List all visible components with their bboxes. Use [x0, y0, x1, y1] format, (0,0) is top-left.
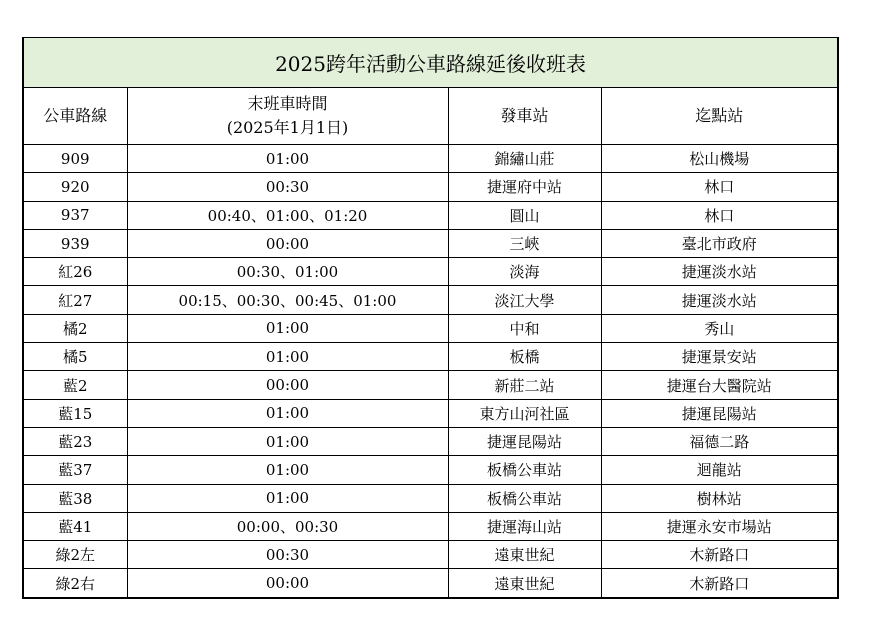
route-cell: 橘5	[23, 343, 127, 371]
last-bus-time-cell: 01:00	[127, 314, 448, 342]
last-bus-time-cell: 01:00	[127, 145, 448, 173]
end-station-cell: 林口	[601, 173, 838, 201]
table-row	[23, 484, 838, 512]
header-row	[23, 88, 838, 145]
route-cell: 藍37	[23, 456, 127, 484]
table-row	[23, 512, 838, 540]
table-row	[23, 427, 838, 455]
start-station-cell: 捷運海山站	[448, 512, 601, 540]
route-cell: 藍15	[23, 399, 127, 427]
header-route: 公車路線	[23, 88, 127, 145]
end-station-cell: 樹林站	[601, 484, 838, 512]
end-station-cell: 捷運昆陽站	[601, 399, 838, 427]
bus-schedule-table	[22, 37, 839, 599]
start-station-cell: 捷運府中站	[448, 173, 601, 201]
last-bus-time-cell: 01:00	[127, 343, 448, 371]
table-row	[23, 173, 838, 201]
table-row	[23, 201, 838, 229]
end-station-cell: 松山機場	[601, 145, 838, 173]
header-last-bus-line2: (2025年1月1日)	[226, 118, 349, 137]
route-cell: 909	[23, 145, 127, 173]
last-bus-time-cell: 01:00	[127, 484, 448, 512]
schedule-body	[23, 145, 838, 598]
end-station-cell: 林口	[601, 201, 838, 229]
end-station-cell: 迴龍站	[601, 456, 838, 484]
route-cell: 橘2	[23, 314, 127, 342]
start-station-cell: 中和	[448, 314, 601, 342]
start-station-cell: 遠東世紀	[448, 541, 601, 569]
route-cell: 920	[23, 173, 127, 201]
table-row	[23, 229, 838, 257]
start-station-cell: 淡海	[448, 258, 601, 286]
route-cell: 藍23	[23, 427, 127, 455]
route-cell: 937	[23, 201, 127, 229]
last-bus-time-cell: 00:15、00:30、00:45、01:00	[127, 286, 448, 314]
end-station-cell: 秀山	[601, 314, 838, 342]
last-bus-time-cell: 00:40、01:00、01:20	[127, 201, 448, 229]
last-bus-time-cell: 00:30	[127, 173, 448, 201]
route-cell: 紅26	[23, 258, 127, 286]
table-row	[23, 286, 838, 314]
route-cell: 藍38	[23, 484, 127, 512]
start-station-cell: 錦繡山莊	[448, 145, 601, 173]
route-cell: 939	[23, 229, 127, 257]
table-row	[23, 541, 838, 569]
start-station-cell: 捷運昆陽站	[448, 427, 601, 455]
header-end-station: 迄點站	[601, 88, 838, 145]
table-row	[23, 314, 838, 342]
header-last-bus-time	[127, 88, 448, 145]
table-title: 2025跨年活動公車路線延後收班表	[23, 38, 838, 88]
start-station-cell: 三峽	[448, 229, 601, 257]
end-station-cell: 捷運景安站	[601, 343, 838, 371]
end-station-cell: 福德二路	[601, 427, 838, 455]
last-bus-time-cell: 00:30、01:00	[127, 258, 448, 286]
table-row	[23, 371, 838, 399]
last-bus-time-cell: 00:00	[127, 371, 448, 399]
route-cell: 藍2	[23, 371, 127, 399]
start-station-cell: 板橋公車站	[448, 484, 601, 512]
end-station-cell: 捷運永安市場站	[601, 512, 838, 540]
start-station-cell: 圓山	[448, 201, 601, 229]
table-row	[23, 456, 838, 484]
last-bus-time-cell: 01:00	[127, 427, 448, 455]
route-cell: 綠2左	[23, 541, 127, 569]
last-bus-time-cell: 01:00	[127, 456, 448, 484]
last-bus-time-cell: 00:00	[127, 229, 448, 257]
table-row	[23, 569, 838, 598]
end-station-cell: 捷運淡水站	[601, 286, 838, 314]
end-station-cell: 捷運台大醫院站	[601, 371, 838, 399]
table-row	[23, 145, 838, 173]
end-station-cell: 捷運淡水站	[601, 258, 838, 286]
table-row	[23, 258, 838, 286]
header-last-bus-line1: 末班車時間	[247, 94, 328, 113]
start-station-cell: 淡江大學	[448, 286, 601, 314]
end-station-cell: 木新路口	[601, 541, 838, 569]
last-bus-time-cell: 00:00	[127, 569, 448, 598]
route-cell: 紅27	[23, 286, 127, 314]
start-station-cell: 新莊二站	[448, 371, 601, 399]
end-station-cell: 木新路口	[601, 569, 838, 598]
last-bus-time-cell: 00:00、00:30	[127, 512, 448, 540]
header-start-station: 發車站	[448, 88, 601, 145]
start-station-cell: 板橋公車站	[448, 456, 601, 484]
table-row	[23, 399, 838, 427]
last-bus-time-cell: 00:30	[127, 541, 448, 569]
start-station-cell: 板橋	[448, 343, 601, 371]
route-cell: 綠2右	[23, 569, 127, 598]
last-bus-time-cell: 01:00	[127, 399, 448, 427]
end-station-cell: 臺北市政府	[601, 229, 838, 257]
start-station-cell: 遠東世紀	[448, 569, 601, 598]
route-cell: 藍41	[23, 512, 127, 540]
start-station-cell: 東方山河社區	[448, 399, 601, 427]
table-row	[23, 343, 838, 371]
